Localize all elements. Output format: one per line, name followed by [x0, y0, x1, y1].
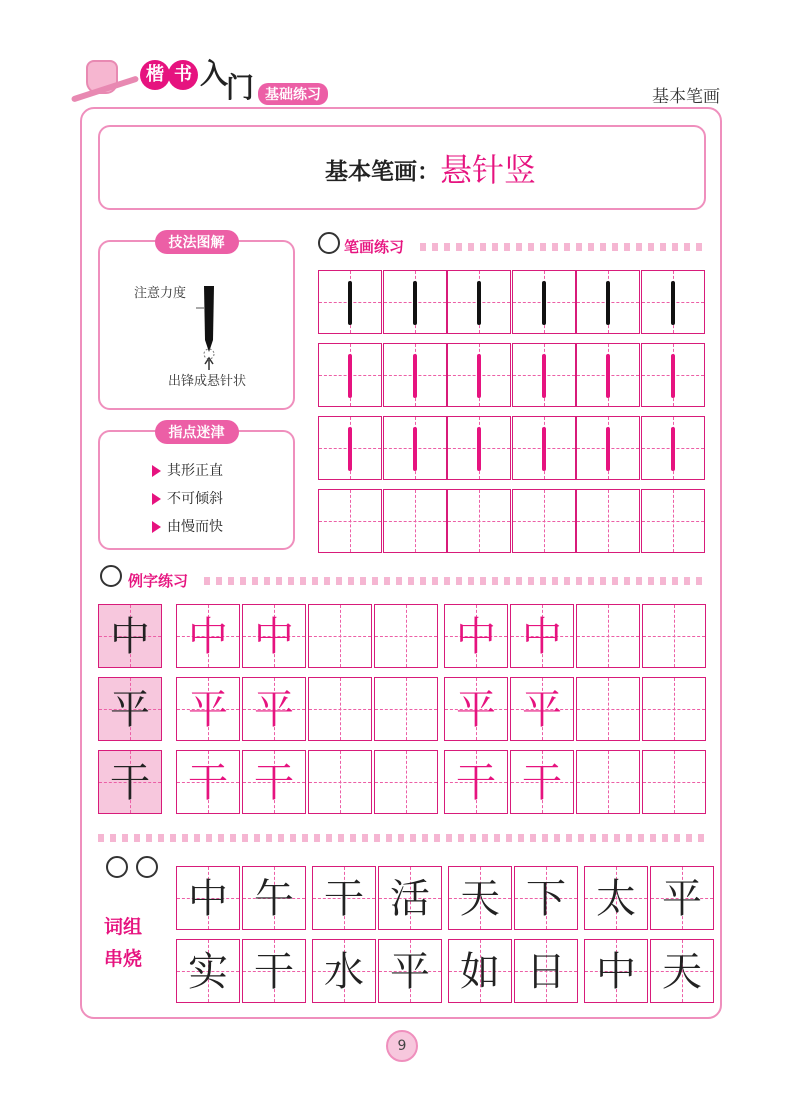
- stroke-cell: [318, 270, 382, 334]
- tip-text: 不可倾斜: [167, 491, 223, 507]
- cell-char: 平: [188, 687, 228, 733]
- stroke-cell: [383, 416, 447, 480]
- vertical-stroke: [477, 427, 481, 471]
- technique-box: [98, 235, 295, 410]
- tip-item-2: [152, 488, 223, 508]
- tip-item-3: [152, 516, 223, 536]
- stroke-cell: [383, 489, 447, 553]
- vertical-stroke: [542, 354, 546, 398]
- vertical-stroke: [606, 427, 610, 471]
- triangle-bullet-icon: [152, 521, 161, 533]
- stroke-cell: [641, 270, 705, 334]
- stroke-cell: [318, 343, 382, 407]
- cell-char: 天: [662, 949, 702, 995]
- cell-char: 干: [254, 949, 294, 995]
- stroke-cell: [512, 489, 576, 553]
- stroke-cell: [512, 416, 576, 480]
- stroke-cell: [447, 270, 511, 334]
- cell-char: 实: [188, 949, 228, 995]
- vertical-stroke: [413, 281, 417, 325]
- vocab-cell: [176, 866, 240, 930]
- kids-icon: [106, 856, 128, 878]
- dashed-divider: [420, 243, 706, 251]
- stroke-practice-heading: 笔画练习: [344, 238, 405, 256]
- cell-char: 中: [522, 614, 562, 660]
- tip-text: 由慢而快: [167, 519, 223, 535]
- cell-char: 太: [596, 876, 636, 922]
- cell-char: 水: [324, 949, 364, 995]
- cell-char: 干: [254, 760, 294, 806]
- vertical-stroke: [542, 427, 546, 471]
- technique-note-bottom: 出锋成悬针状: [168, 374, 247, 389]
- vocab-cell: [650, 866, 714, 930]
- vocab-cell: [242, 939, 306, 1003]
- trace-cell: [576, 677, 640, 741]
- dashed-divider: [204, 577, 706, 585]
- page-number: 9: [386, 1030, 418, 1062]
- trace-cell: [642, 677, 706, 741]
- triangle-bullet-icon: [152, 493, 161, 505]
- cell-char: 中: [188, 614, 228, 660]
- model-char-cell: [98, 677, 162, 741]
- stroke-cell: [447, 343, 511, 407]
- vocab-cell: [176, 939, 240, 1003]
- cell-char: 中: [254, 614, 294, 660]
- cell-char: 活: [390, 876, 430, 922]
- stroke-cell: [576, 489, 640, 553]
- trace-cell: [576, 604, 640, 668]
- section-title: 基本笔画: [652, 87, 720, 107]
- vocab-label-1: 词组: [104, 916, 143, 938]
- stroke-cell: [576, 416, 640, 480]
- cell-char: 平: [456, 687, 496, 733]
- boy-face-icon: [318, 232, 340, 254]
- cell-char: [375, 751, 437, 813]
- vertical-stroke-diagram: [190, 280, 230, 370]
- cell-char: [577, 751, 639, 813]
- vocab-cell: [650, 939, 714, 1003]
- cell-char: 干: [110, 760, 150, 806]
- cell-char: [643, 678, 705, 740]
- cell-char: 干: [324, 876, 364, 922]
- cell-char: 干: [522, 760, 562, 806]
- cell-char: [309, 605, 371, 667]
- trace-cell: [242, 750, 306, 814]
- cell-char: 平: [662, 876, 702, 922]
- trace-cell: [308, 677, 372, 741]
- vocab-cell: [514, 939, 578, 1003]
- cell-char: [643, 605, 705, 667]
- cell-char: 平: [522, 687, 562, 733]
- stroke-cell: [383, 343, 447, 407]
- vocab-cell: [448, 866, 512, 930]
- vocab-cell: [378, 866, 442, 930]
- trace-cell: [642, 750, 706, 814]
- cell-char: 如: [460, 949, 500, 995]
- vertical-stroke: [413, 354, 417, 398]
- girl-face-icon: [100, 565, 122, 587]
- technique-tag: 技法图解: [155, 230, 239, 254]
- cell-char: 中: [110, 614, 150, 660]
- model-char-cell: [98, 750, 162, 814]
- cell-char: 中: [596, 949, 636, 995]
- vertical-stroke: [671, 281, 675, 325]
- tip-text: 其形正直: [167, 463, 223, 479]
- stroke-cell: [447, 416, 511, 480]
- model-char-cell: [98, 604, 162, 668]
- vertical-stroke: [671, 427, 675, 471]
- trace-cell: [308, 750, 372, 814]
- vertical-stroke: [477, 281, 481, 325]
- vertical-stroke: [606, 354, 610, 398]
- trace-cell: [576, 750, 640, 814]
- cell-char: 下: [526, 876, 566, 922]
- trace-cell: [510, 750, 574, 814]
- vertical-stroke: [348, 427, 352, 471]
- stroke-cell: [318, 489, 382, 553]
- title-value: 悬针竖: [440, 151, 537, 189]
- vocab-cell: [448, 939, 512, 1003]
- stroke-cell: [641, 343, 705, 407]
- cell-char: 平: [390, 949, 430, 995]
- stroke-cell: [576, 343, 640, 407]
- cell-char: 中: [188, 876, 228, 922]
- trace-cell: [510, 677, 574, 741]
- cell-char: 平: [254, 687, 294, 733]
- cell-char: 干: [188, 760, 228, 806]
- cell-char: [375, 605, 437, 667]
- trace-cell: [176, 604, 240, 668]
- trace-cell: [242, 604, 306, 668]
- vertical-stroke: [348, 354, 352, 398]
- stroke-cell: [576, 270, 640, 334]
- cell-char: 平: [110, 687, 150, 733]
- vocab-cell: [242, 866, 306, 930]
- trace-cell: [374, 677, 438, 741]
- trace-cell: [642, 604, 706, 668]
- trace-cell: [510, 604, 574, 668]
- cell-char: [577, 678, 639, 740]
- trace-cell: [176, 677, 240, 741]
- stroke-cell: [641, 416, 705, 480]
- trace-cell: [374, 604, 438, 668]
- trace-cell: [374, 750, 438, 814]
- vocab-cell: [378, 939, 442, 1003]
- vocab-cell: [514, 866, 578, 930]
- cell-char: [375, 678, 437, 740]
- stroke-cell: [641, 489, 705, 553]
- vocab-cell: [584, 939, 648, 1003]
- vocab-cell: [312, 939, 376, 1003]
- title-label: 基本笔画：: [325, 159, 440, 185]
- trace-cell: [444, 750, 508, 814]
- stroke-cell: [512, 343, 576, 407]
- trace-cell: [444, 604, 508, 668]
- tips-box: [98, 425, 295, 550]
- stroke-cell: [512, 270, 576, 334]
- vertical-stroke: [606, 281, 610, 325]
- cell-char: 日: [526, 949, 566, 995]
- cell-char: [643, 751, 705, 813]
- vertical-stroke: [671, 354, 675, 398]
- vertical-stroke: [542, 281, 546, 325]
- logo-big-1: 入: [200, 57, 229, 90]
- vertical-stroke: [477, 354, 481, 398]
- stroke-cell: [447, 489, 511, 553]
- cell-char: [309, 678, 371, 740]
- cell-char: [577, 605, 639, 667]
- stroke-cell: [383, 270, 447, 334]
- logo-subtitle: 基础练习: [258, 83, 328, 105]
- logo-char-2: 书: [168, 60, 198, 90]
- kids-icon: [136, 856, 158, 878]
- trace-cell: [176, 750, 240, 814]
- cell-char: 中: [456, 614, 496, 660]
- tips-tag: 指点迷津: [155, 420, 239, 444]
- cell-char: 干: [456, 760, 496, 806]
- vocab-cell: [584, 866, 648, 930]
- vocab-cell: [312, 866, 376, 930]
- logo-big-2: 门: [226, 71, 255, 104]
- trace-cell: [444, 677, 508, 741]
- triangle-bullet-icon: [152, 465, 161, 477]
- vertical-stroke: [348, 281, 352, 325]
- trace-cell: [308, 604, 372, 668]
- logo-char-1: 楷: [140, 60, 170, 90]
- cell-char: 午: [254, 876, 294, 922]
- vocab-label-2: 串烧: [104, 948, 143, 970]
- cell-char: 天: [460, 876, 500, 922]
- title-box: [98, 125, 706, 210]
- technique-note-top: 注意力度: [134, 286, 187, 301]
- tip-item-1: [152, 460, 223, 480]
- cell-char: [309, 751, 371, 813]
- vertical-stroke: [413, 427, 417, 471]
- dashed-divider: [98, 834, 706, 842]
- trace-cell: [242, 677, 306, 741]
- stroke-cell: [318, 416, 382, 480]
- example-practice-heading: 例字练习: [128, 572, 189, 590]
